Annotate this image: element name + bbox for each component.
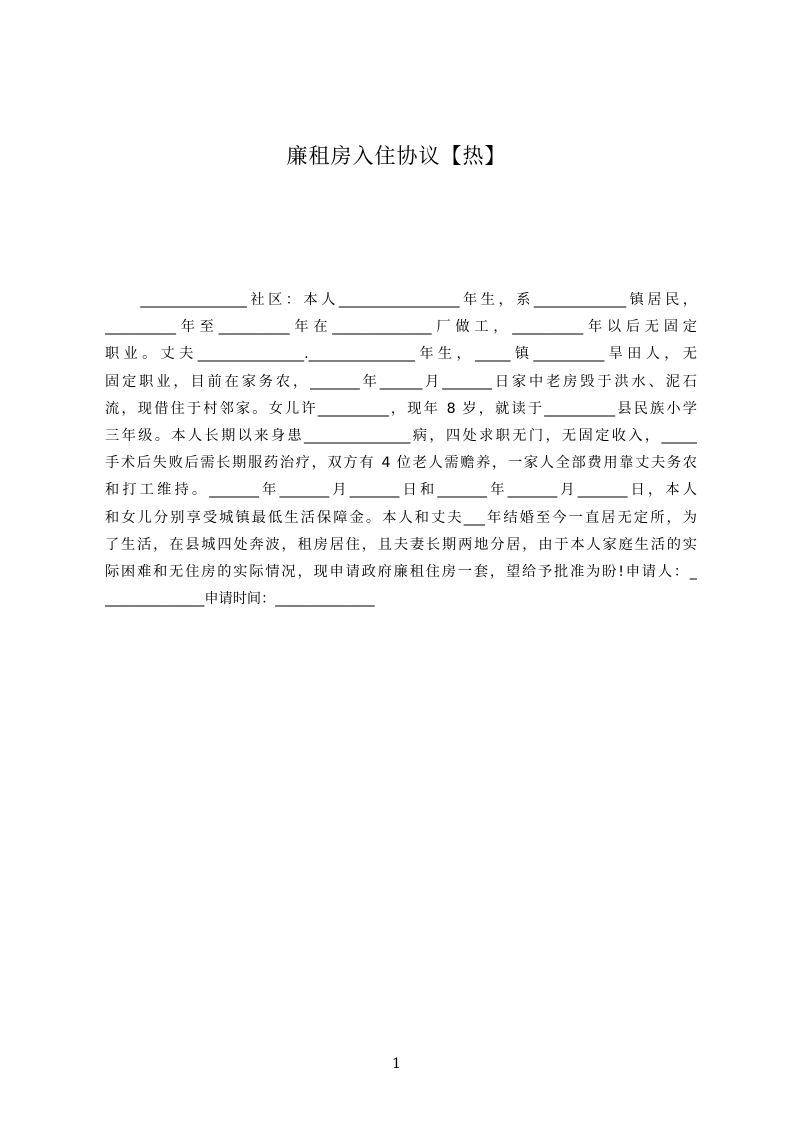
body-line-6: 三年级。本人长期以来身患_______________病，四处求职无门，无固定收入，_____: [105, 427, 697, 444]
body-line-8: 和打工维持。_______年_______月_______日和_______年_______月_______日，本人: [105, 482, 697, 499]
body-line-7: 手术后失败后需长期服药治疗，双方有 4 位老人需赡养，一家人全部费用靠丈夫务农: [105, 455, 697, 472]
body-line-10: 了生活，在县城四处奔波，租房居住，且夫妻长期两地分居，由于本人家庭生活的实: [105, 536, 697, 553]
document-title: 廉租房入住协议【热】: [286, 144, 507, 168]
body-line-1: _______________社区：本人_________________年生，系_____________镇居民，: [105, 292, 697, 308]
document-body: [105, 287, 697, 613]
body-line-12: ______________申请时间：______________: [105, 591, 375, 608]
page-number: 1: [392, 1056, 401, 1072]
body-line-5: 流，现借住于村邻家。女儿许__________，现年 8 岁，就读于__________县民族小学: [105, 400, 697, 417]
body-line-11: 际困难和无住房的实际情况，现申请政府廉租住房一套，望给予批准为盼!申请人：_: [105, 563, 697, 580]
body-line-9: 和女儿分别享受城镇最低生活保障金。本人和丈夫___年结婚至今一直居无定所，为: [105, 509, 697, 526]
body-line-4: 固定职业，目前在家务农，_______年______月_______日家中老房毁于洪水、泥石: [105, 373, 697, 390]
body-line-3: 职业。丈夫_______________._______________年生，_____镇__________旱田人，无: [105, 346, 697, 363]
body-line-2: __________年至__________年在______________厂做工，__________年以后无固定: [105, 319, 697, 336]
